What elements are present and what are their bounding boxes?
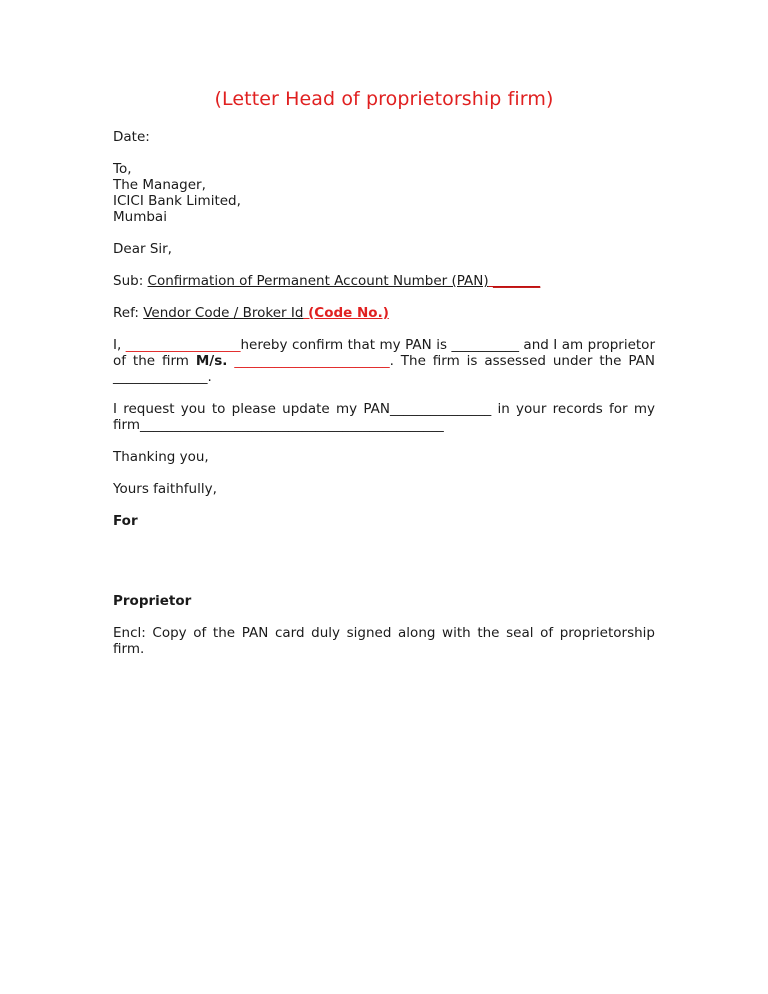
signatory-label: Proprietor [113,593,192,609]
letter-heading: (Letter Head of proprietorship firm) [214,88,554,110]
closing-line: Yours faithfully, [113,481,217,497]
address-line-1: The Manager, [113,177,206,193]
reference-code: (Code No.) [303,305,389,321]
thanks-line: Thanking you, [113,449,209,465]
date-line: Date: [113,129,150,145]
subject-line [113,273,655,289]
address-line-2: ICICI Bank Limited, [113,193,241,209]
para1-firm-blank: _______________________ [227,353,390,369]
para1-name-blank: _________________ [125,337,241,353]
para1-part1: I, [113,337,126,353]
address-line-3: Mumbai [113,209,167,225]
reference-label: Ref: [113,305,144,321]
confirmation-paragraph [113,337,655,385]
for-label: For [113,513,138,529]
salutation: Dear Sir, [113,241,172,257]
enclosure-line: Encl: Copy of the PAN card duly signed along with the seal of proprietorship firm. [113,625,655,657]
para1-ms: M/s. [195,353,228,369]
request-paragraph: I request you to please update my PAN_______________ in your records for my firm_____________________________________________ [113,401,655,433]
letter-body [113,129,655,657]
para1-part3: . The firm is assessed under the PAN ______________. [113,353,655,385]
para1-part2: hereby confirm that my PAN is __________ and I am proprietor of the firm [113,337,655,369]
reference-line [113,305,655,321]
reference-text: Vendor Code / Broker Id [143,305,304,321]
subject-blank: _______ [488,273,541,289]
recipient-address [113,161,655,225]
subject-text: Confirmation of Permanent Account Number (PAN) [147,273,489,289]
address-to: To, [113,161,132,177]
subject-label: Sub: [113,273,148,289]
